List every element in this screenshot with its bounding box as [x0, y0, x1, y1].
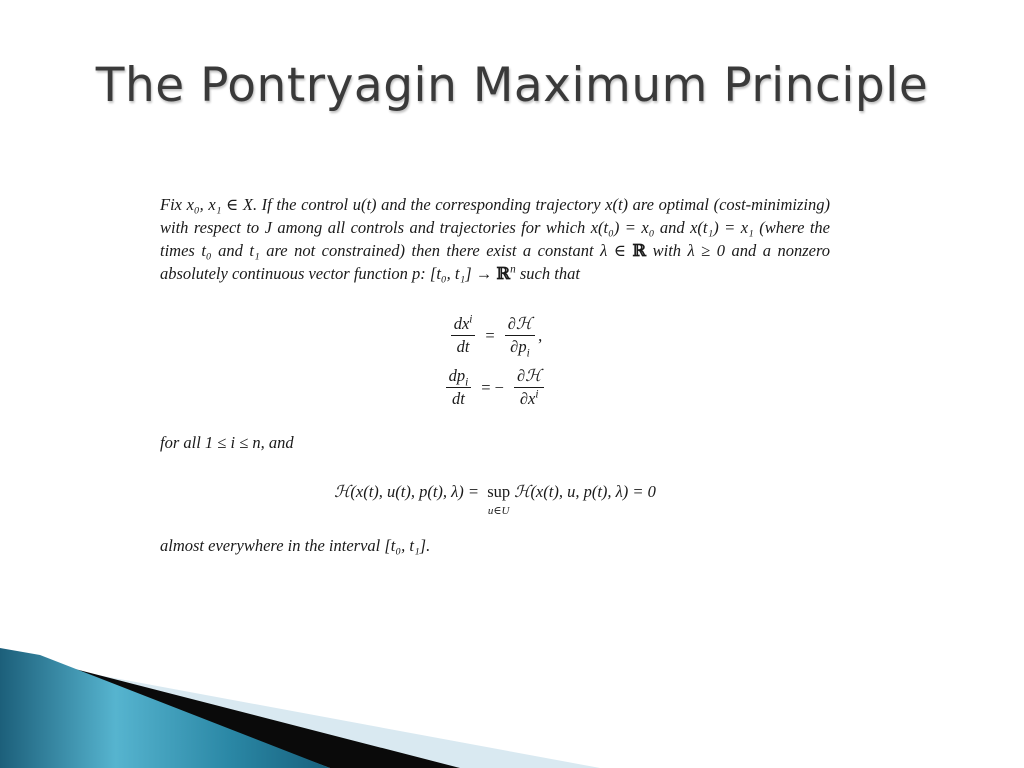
costate-equations: [443, 309, 548, 413]
closing-text: almost everywhere in the interval [t₀, t₁].: [160, 536, 431, 555]
index-range-text: for all 1 ≤ i ≤ n, and: [160, 433, 294, 452]
slide-title: The Pontryagin Maximum Principle: [95, 58, 929, 113]
theorem-excerpt: [160, 193, 830, 557]
blue-wave: [0, 648, 330, 768]
hamiltonian-maximization-equation: ℋ(x(t), u(t), p(t), λ) = sup u∈U ℋ(x(t), u, p(t), λ) = 0: [334, 482, 656, 517]
state-equation: $\frac{dx^i}{dt}$ = $\frac{\text{∂ℋ}}{\partial p_i}$ ,: [443, 309, 548, 361]
theorem-statement: Fix x₀, x₁ ∈ X. If the control u(t) and the corresponding trajectory x(t) are optimal (cost-minimizing) with respect to J among all controls and trajectories for which x(t₀) = x₀ and x(t₁) = x₁ (where the times t₀ and t₁ are not constrained) then there exist a constant λ ∈ ℝ with λ ≥ 0 and a nonzero absolutely continuous vector function p: [t₀, t₁] → ℝ$^n$ such that: [160, 195, 831, 283]
costate-equation: $\frac{dp_i}{dt}$ = − $\frac{\text{∂ℋ}}{\partial x^i}$: [443, 361, 548, 413]
